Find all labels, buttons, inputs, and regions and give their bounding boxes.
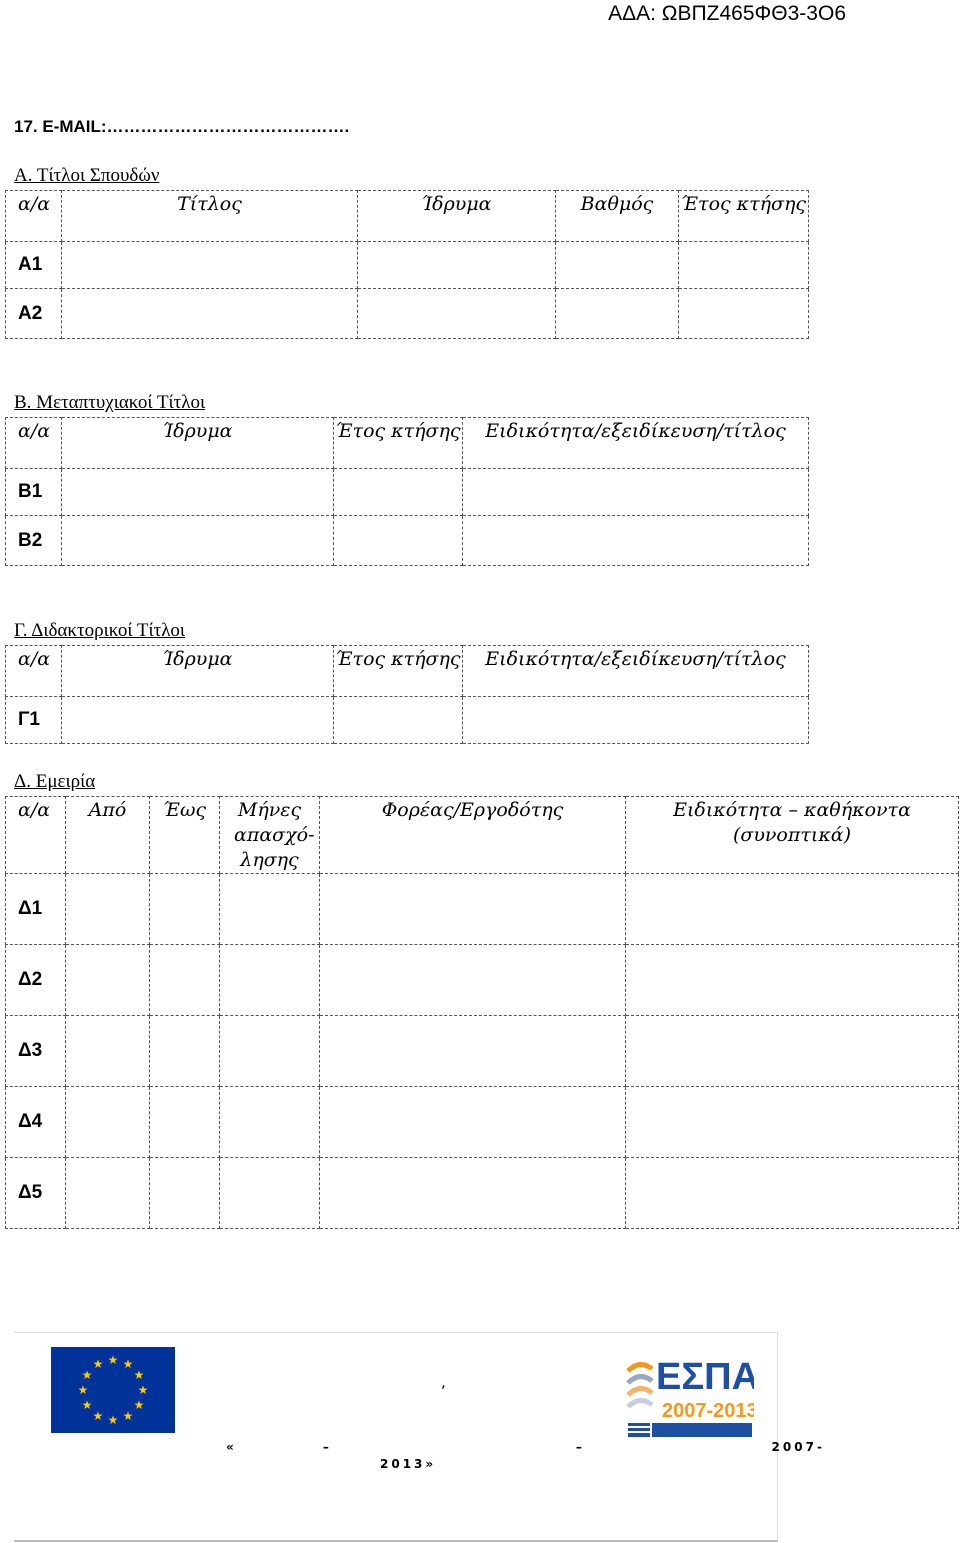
cell-grade[interactable]	[556, 242, 679, 289]
col-specialty: Ειδικότητα/εξειδίκευση/τίτλος	[463, 418, 809, 469]
section-d-title: Δ. Εμειρία	[14, 771, 96, 792]
espa-logo-icon	[626, 1351, 754, 1441]
cell-months[interactable]	[220, 874, 320, 945]
cell-specialty[interactable]	[463, 516, 809, 566]
cell-employer[interactable]	[320, 1016, 626, 1087]
cell-from[interactable]	[66, 1087, 150, 1158]
cell-year[interactable]	[679, 289, 809, 339]
cell-from[interactable]	[66, 1158, 150, 1229]
col-aa: α/α	[6, 191, 62, 242]
table-masters	[5, 417, 809, 566]
cell-institution[interactable]	[62, 469, 334, 516]
eu-star-icon: ★	[107, 1413, 119, 1427]
cell-months[interactable]	[220, 1087, 320, 1158]
row-label: Δ2	[6, 945, 66, 1016]
row-label: Α1	[6, 242, 62, 289]
cell-from[interactable]	[66, 874, 150, 945]
cell-specialty[interactable]	[463, 469, 809, 516]
table-titles	[5, 190, 809, 339]
cell-duties[interactable]	[626, 945, 959, 1016]
table-row	[6, 697, 809, 744]
eu-star-icon: ★	[107, 1353, 119, 1367]
eu-star-icon: ★	[81, 1398, 93, 1412]
table-experience	[5, 796, 959, 1229]
table-header-row	[6, 797, 959, 874]
col-year: Έτος κτήσης	[334, 418, 463, 469]
col-from: Από	[66, 797, 150, 874]
table-row	[6, 1158, 959, 1229]
cell-year[interactable]	[334, 469, 463, 516]
table-row	[6, 945, 959, 1016]
row-label: Δ5	[6, 1158, 66, 1229]
table-header-row	[6, 646, 809, 697]
footer-program-line-2: 2013»	[380, 1457, 437, 1471]
cell-to[interactable]	[150, 1016, 220, 1087]
col-employer: Φορέας/Εργοδότης	[320, 797, 626, 874]
cell-employer[interactable]	[320, 945, 626, 1016]
table-header-row	[6, 418, 809, 469]
ada-code: ΑΔΑ: ΩΒΠΖ465ΦΘ3-3Ο6	[608, 2, 846, 25]
eu-star-icon: ★	[92, 1409, 104, 1423]
row-label: Γ1	[6, 697, 62, 744]
cell-to[interactable]	[150, 945, 220, 1016]
col-title: Τίτλος	[62, 191, 358, 242]
row-label: Β1	[6, 469, 62, 516]
eu-star-icon: ★	[133, 1368, 145, 1382]
svg-text:ΕΣΠΑ: ΕΣΠΑ	[656, 1356, 754, 1398]
row-label: Β2	[6, 516, 62, 566]
cell-title[interactable]	[62, 242, 358, 289]
col-duties: Ειδικότητα – καθήκοντα (συνοπτικά)	[626, 797, 959, 874]
table-header-row	[6, 191, 809, 242]
cell-year[interactable]	[679, 242, 809, 289]
cell-employer[interactable]	[320, 1087, 626, 1158]
cell-months[interactable]	[220, 1016, 320, 1087]
table-row	[6, 874, 959, 945]
table-row	[6, 516, 809, 566]
footer-comma: ,	[441, 1373, 446, 1391]
row-label: Δ3	[6, 1016, 66, 1087]
table-row	[6, 242, 809, 289]
cell-duties[interactable]	[626, 874, 959, 945]
eu-star-icon: ★	[81, 1368, 93, 1382]
col-grade: Βαθμός	[556, 191, 679, 242]
col-aa: α/α	[6, 418, 62, 469]
cell-months[interactable]	[220, 945, 320, 1016]
eu-flag-icon	[51, 1347, 175, 1433]
cell-to[interactable]	[150, 1158, 220, 1229]
email-line: 17. E-MAIL:…………………………………….	[14, 117, 350, 136]
eu-star-icon: ★	[133, 1398, 145, 1412]
col-to: Έως	[150, 797, 220, 874]
cell-from[interactable]	[66, 945, 150, 1016]
cell-title[interactable]	[62, 289, 358, 339]
section-c-title: Γ. Διδακτορικοί Τίτλοι	[14, 620, 186, 641]
col-institution: Ίδρυμα	[62, 418, 334, 469]
col-months: Μήνες απασχό-λησης	[220, 797, 320, 874]
col-aa: α/α	[6, 646, 62, 697]
row-label: Α2	[6, 289, 62, 339]
cell-year[interactable]	[334, 697, 463, 744]
cell-duties[interactable]	[626, 1087, 959, 1158]
col-year: Έτος κτήσης	[334, 646, 463, 697]
col-institution: Ίδρυμα	[358, 191, 556, 242]
cell-duties[interactable]	[626, 1016, 959, 1087]
table-row	[6, 1087, 959, 1158]
cell-specialty[interactable]	[463, 697, 809, 744]
eu-star-icon: ★	[122, 1357, 134, 1371]
section-a-title: Α. Τίτλοι Σπουδών	[14, 165, 160, 186]
col-institution: Ίδρυμα	[62, 646, 334, 697]
row-label: Δ4	[6, 1087, 66, 1158]
eu-star-icon: ★	[122, 1409, 134, 1423]
cell-year[interactable]	[334, 516, 463, 566]
eu-star-icon: ★	[92, 1357, 104, 1371]
eu-star-icon: ★	[77, 1383, 89, 1397]
cell-institution[interactable]	[62, 697, 334, 744]
row-label: Δ1	[6, 874, 66, 945]
col-specialty: Ειδικότητα/εξειδίκευση/τίτλος	[463, 646, 809, 697]
section-b-title: Β. Μεταπτυχιακοί Τίτλοι	[14, 392, 206, 413]
cell-employer[interactable]	[320, 1158, 626, 1229]
cell-institution[interactable]	[62, 516, 334, 566]
svg-text:2007-2013: 2007-2013	[662, 1400, 754, 1422]
footer-program-line: « – – 2007-	[226, 1440, 825, 1454]
col-year: Έτος κτήσης	[679, 191, 809, 242]
cell-months[interactable]	[220, 1158, 320, 1229]
cell-duties[interactable]	[626, 1158, 959, 1229]
table-row	[6, 289, 809, 339]
table-doctorates	[5, 645, 809, 744]
cell-grade[interactable]	[556, 289, 679, 339]
cell-employer[interactable]	[320, 874, 626, 945]
cell-institution[interactable]	[358, 289, 556, 339]
table-row	[6, 1016, 959, 1087]
table-row	[6, 469, 809, 516]
cell-to[interactable]	[150, 1087, 220, 1158]
cell-to[interactable]	[150, 874, 220, 945]
footer-box	[14, 1332, 825, 1542]
cell-from[interactable]	[66, 1016, 150, 1087]
eu-star-icon: ★	[137, 1383, 149, 1397]
cell-institution[interactable]	[358, 242, 556, 289]
col-aa: α/α	[6, 797, 66, 874]
